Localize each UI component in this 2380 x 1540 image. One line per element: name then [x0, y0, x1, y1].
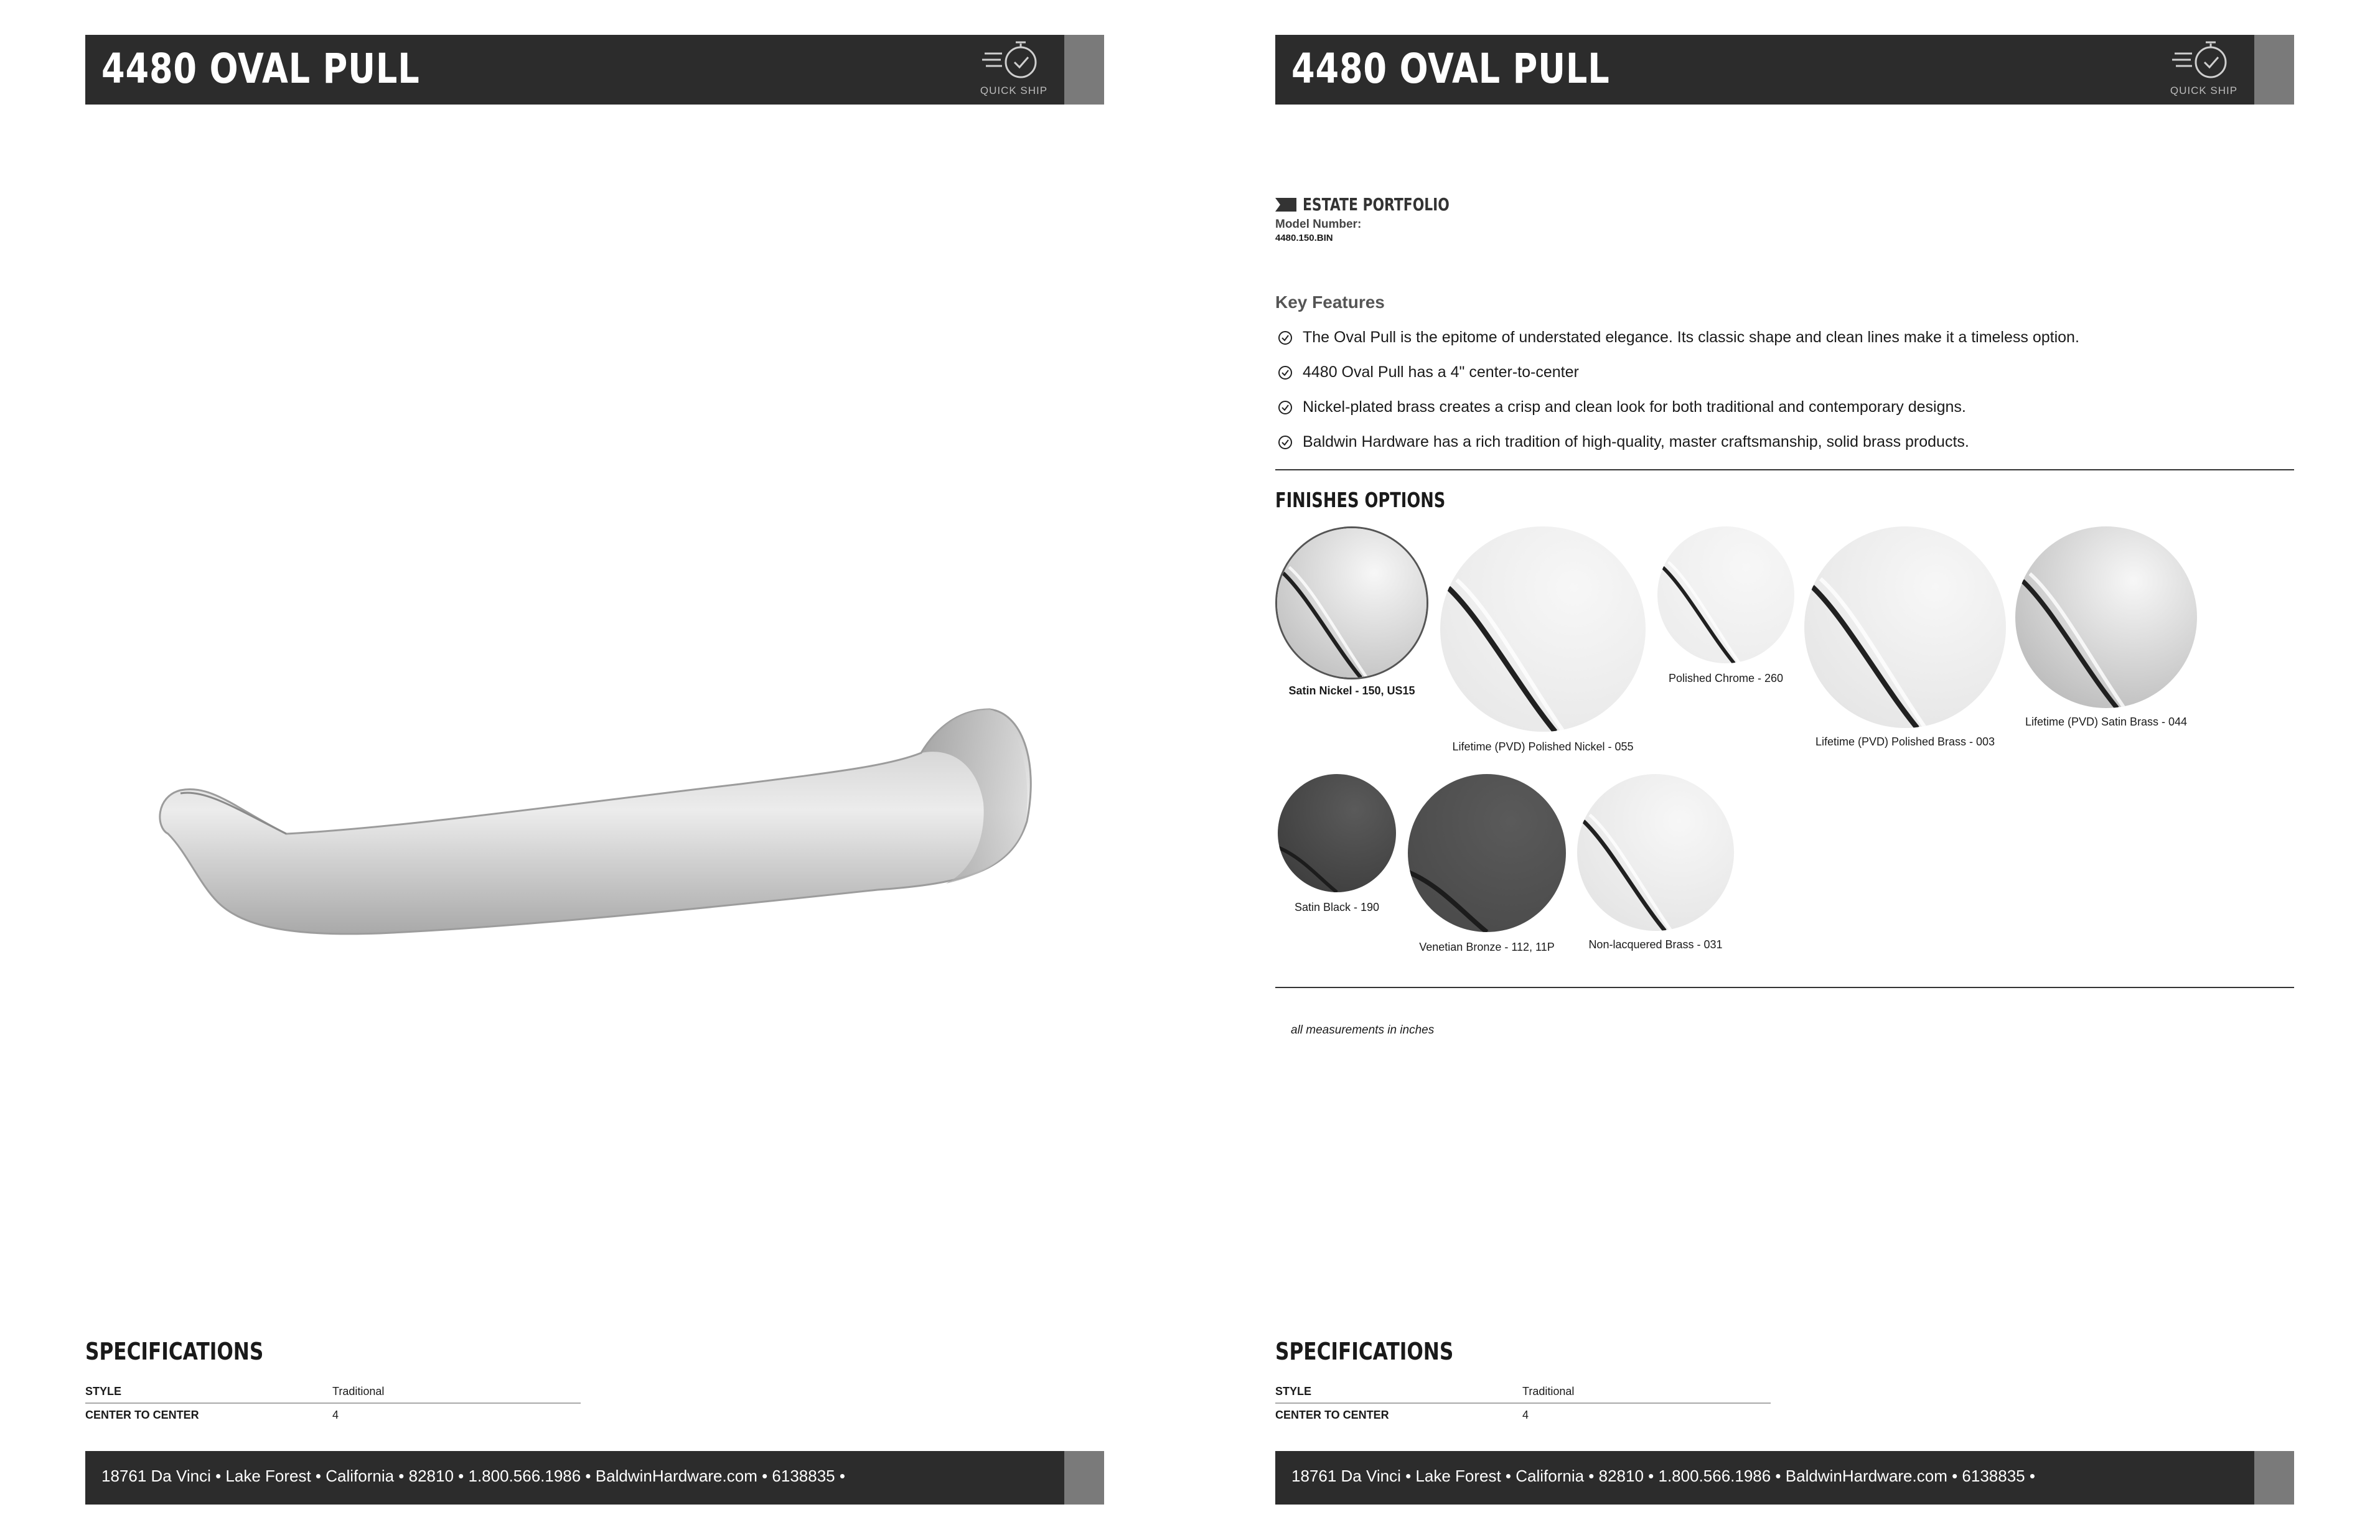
feature-text: 4480 Oval Pull has a 4" center-to-center — [1303, 363, 1579, 381]
quick-ship-label: QUICK SHIP — [980, 85, 1048, 96]
spec-value: Traditional — [1522, 1385, 1575, 1398]
spec-row — [85, 1380, 581, 1404]
stopwatch-icon — [2170, 39, 2238, 83]
finish-label: Lifetime (PVD) Satin Brass - 044 — [2025, 716, 2188, 728]
finish-sample-art — [1577, 774, 1734, 931]
spec-key: CENTER TO CENTER — [85, 1409, 199, 1421]
check-circle-icon — [1278, 435, 1293, 450]
finish-sample-art — [1277, 528, 1427, 678]
finish-swatch-non-lacquered-brass[interactable] — [1577, 774, 1734, 931]
feature-text: The Oval Pull is the epitome of understated elegance. Its classic shape and clean lines make it a timeless option. — [1303, 329, 2079, 346]
specifications-title: SPECIFICATIONS — [1275, 1338, 1454, 1365]
spec-key: STYLE — [85, 1385, 122, 1398]
footer-address: 18761 Da Vinci • Lake Forest • California • 82810 • 1.800.566.1986 • BaldwinHardware.com • 6138835 • — [1291, 1467, 2035, 1485]
header-bar — [1275, 35, 2294, 105]
finish-label: Non-lacquered Brass - 031 — [1588, 938, 1723, 951]
finish-swatch-satin-black[interactable] — [1278, 774, 1396, 892]
spec-value: 4 — [332, 1409, 339, 1421]
flag-icon — [1275, 198, 1296, 212]
list-item — [1275, 325, 2294, 360]
stopwatch-icon — [980, 39, 1048, 83]
finish-sample-art — [1440, 526, 1646, 732]
list-item — [1275, 360, 2294, 394]
quick-ship-badge — [2170, 39, 2238, 101]
finish-label: Venetian Bronze - 112, 11P — [1419, 941, 1555, 953]
spec-key: STYLE — [1275, 1385, 1312, 1398]
check-circle-icon — [1278, 365, 1293, 380]
finish-sample-art — [2015, 526, 2197, 708]
footer-accent — [1064, 1451, 1104, 1505]
feature-text: Baldwin Hardware has a rich tradition of high-quality, master craftsmanship, solid brass products. — [1303, 433, 1969, 450]
spec-row — [85, 1404, 581, 1426]
check-circle-icon — [1278, 400, 1293, 415]
footer-bar — [1275, 1451, 2294, 1505]
model-number-value: 4480.150.BIN — [1275, 233, 1333, 243]
finish-swatch-polished-brass[interactable] — [1804, 526, 2006, 728]
spec-row — [1275, 1404, 1771, 1426]
footer-bar — [85, 1451, 1104, 1505]
finish-sample-art — [1804, 526, 2006, 728]
finish-sample-art — [1278, 774, 1396, 892]
spec-value: Traditional — [332, 1385, 385, 1398]
finish-sample-art — [1408, 774, 1566, 932]
quick-ship-badge — [980, 39, 1048, 101]
spec-value: 4 — [1522, 1409, 1529, 1421]
page-title: 4480 OVAL PULL — [1291, 45, 1610, 93]
divider — [1275, 987, 2294, 988]
spec-row — [1275, 1380, 1771, 1404]
model-number-label: Model Number: — [1275, 218, 1362, 231]
finish-label: Satin Black - 190 — [1294, 901, 1380, 913]
right-page — [1190, 0, 2380, 1540]
header-bar — [85, 35, 1104, 105]
divider — [1275, 469, 2294, 470]
header-accent — [2254, 35, 2294, 105]
list-item — [1275, 394, 2294, 429]
key-features-title: Key Features — [1275, 292, 1385, 312]
list-item — [1275, 429, 2294, 464]
finish-swatch-polished-chrome[interactable] — [1657, 526, 1794, 663]
page-title: 4480 OVAL PULL — [101, 45, 420, 93]
check-circle-icon — [1278, 330, 1293, 345]
measurements-note: all measurements in inches — [1291, 1024, 1435, 1037]
estate-portfolio-label: ESTATE PORTFOLIO — [1303, 194, 1450, 215]
finish-swatch-satin-nickel[interactable] — [1275, 526, 1428, 679]
specifications-title: SPECIFICATIONS — [85, 1338, 264, 1365]
finish-sample-art — [1657, 526, 1794, 663]
finish-label: Lifetime (PVD) Polished Brass - 003 — [1815, 735, 1995, 748]
feature-text: Nickel-plated brass creates a crisp and clean look for both traditional and contemporary designs. — [1303, 398, 1966, 416]
key-features-list — [1275, 325, 2294, 464]
finish-swatch-venetian-bronze[interactable] — [1408, 774, 1566, 932]
finish-swatch-satin-brass[interactable] — [2015, 526, 2197, 708]
finish-label: Lifetime (PVD) Polished Nickel - 055 — [1452, 740, 1634, 753]
spec-key: CENTER TO CENTER — [1275, 1409, 1389, 1421]
header-accent — [1064, 35, 1104, 105]
finishes-title: FINISHES OPTIONS — [1275, 488, 1446, 512]
finish-label: Satin Nickel - 150, US15 — [1288, 684, 1415, 697]
quick-ship-label: QUICK SHIP — [2170, 85, 2238, 96]
oval-pull-product-image — [143, 684, 1058, 946]
footer-address: 18761 Da Vinci • Lake Forest • California • 82810 • 1.800.566.1986 • BaldwinHardware.com • 6138835 • — [101, 1467, 845, 1485]
footer-accent — [2254, 1451, 2294, 1505]
finish-swatch-polished-nickel[interactable] — [1440, 526, 1646, 732]
finish-label: Polished Chrome - 260 — [1668, 672, 1784, 684]
